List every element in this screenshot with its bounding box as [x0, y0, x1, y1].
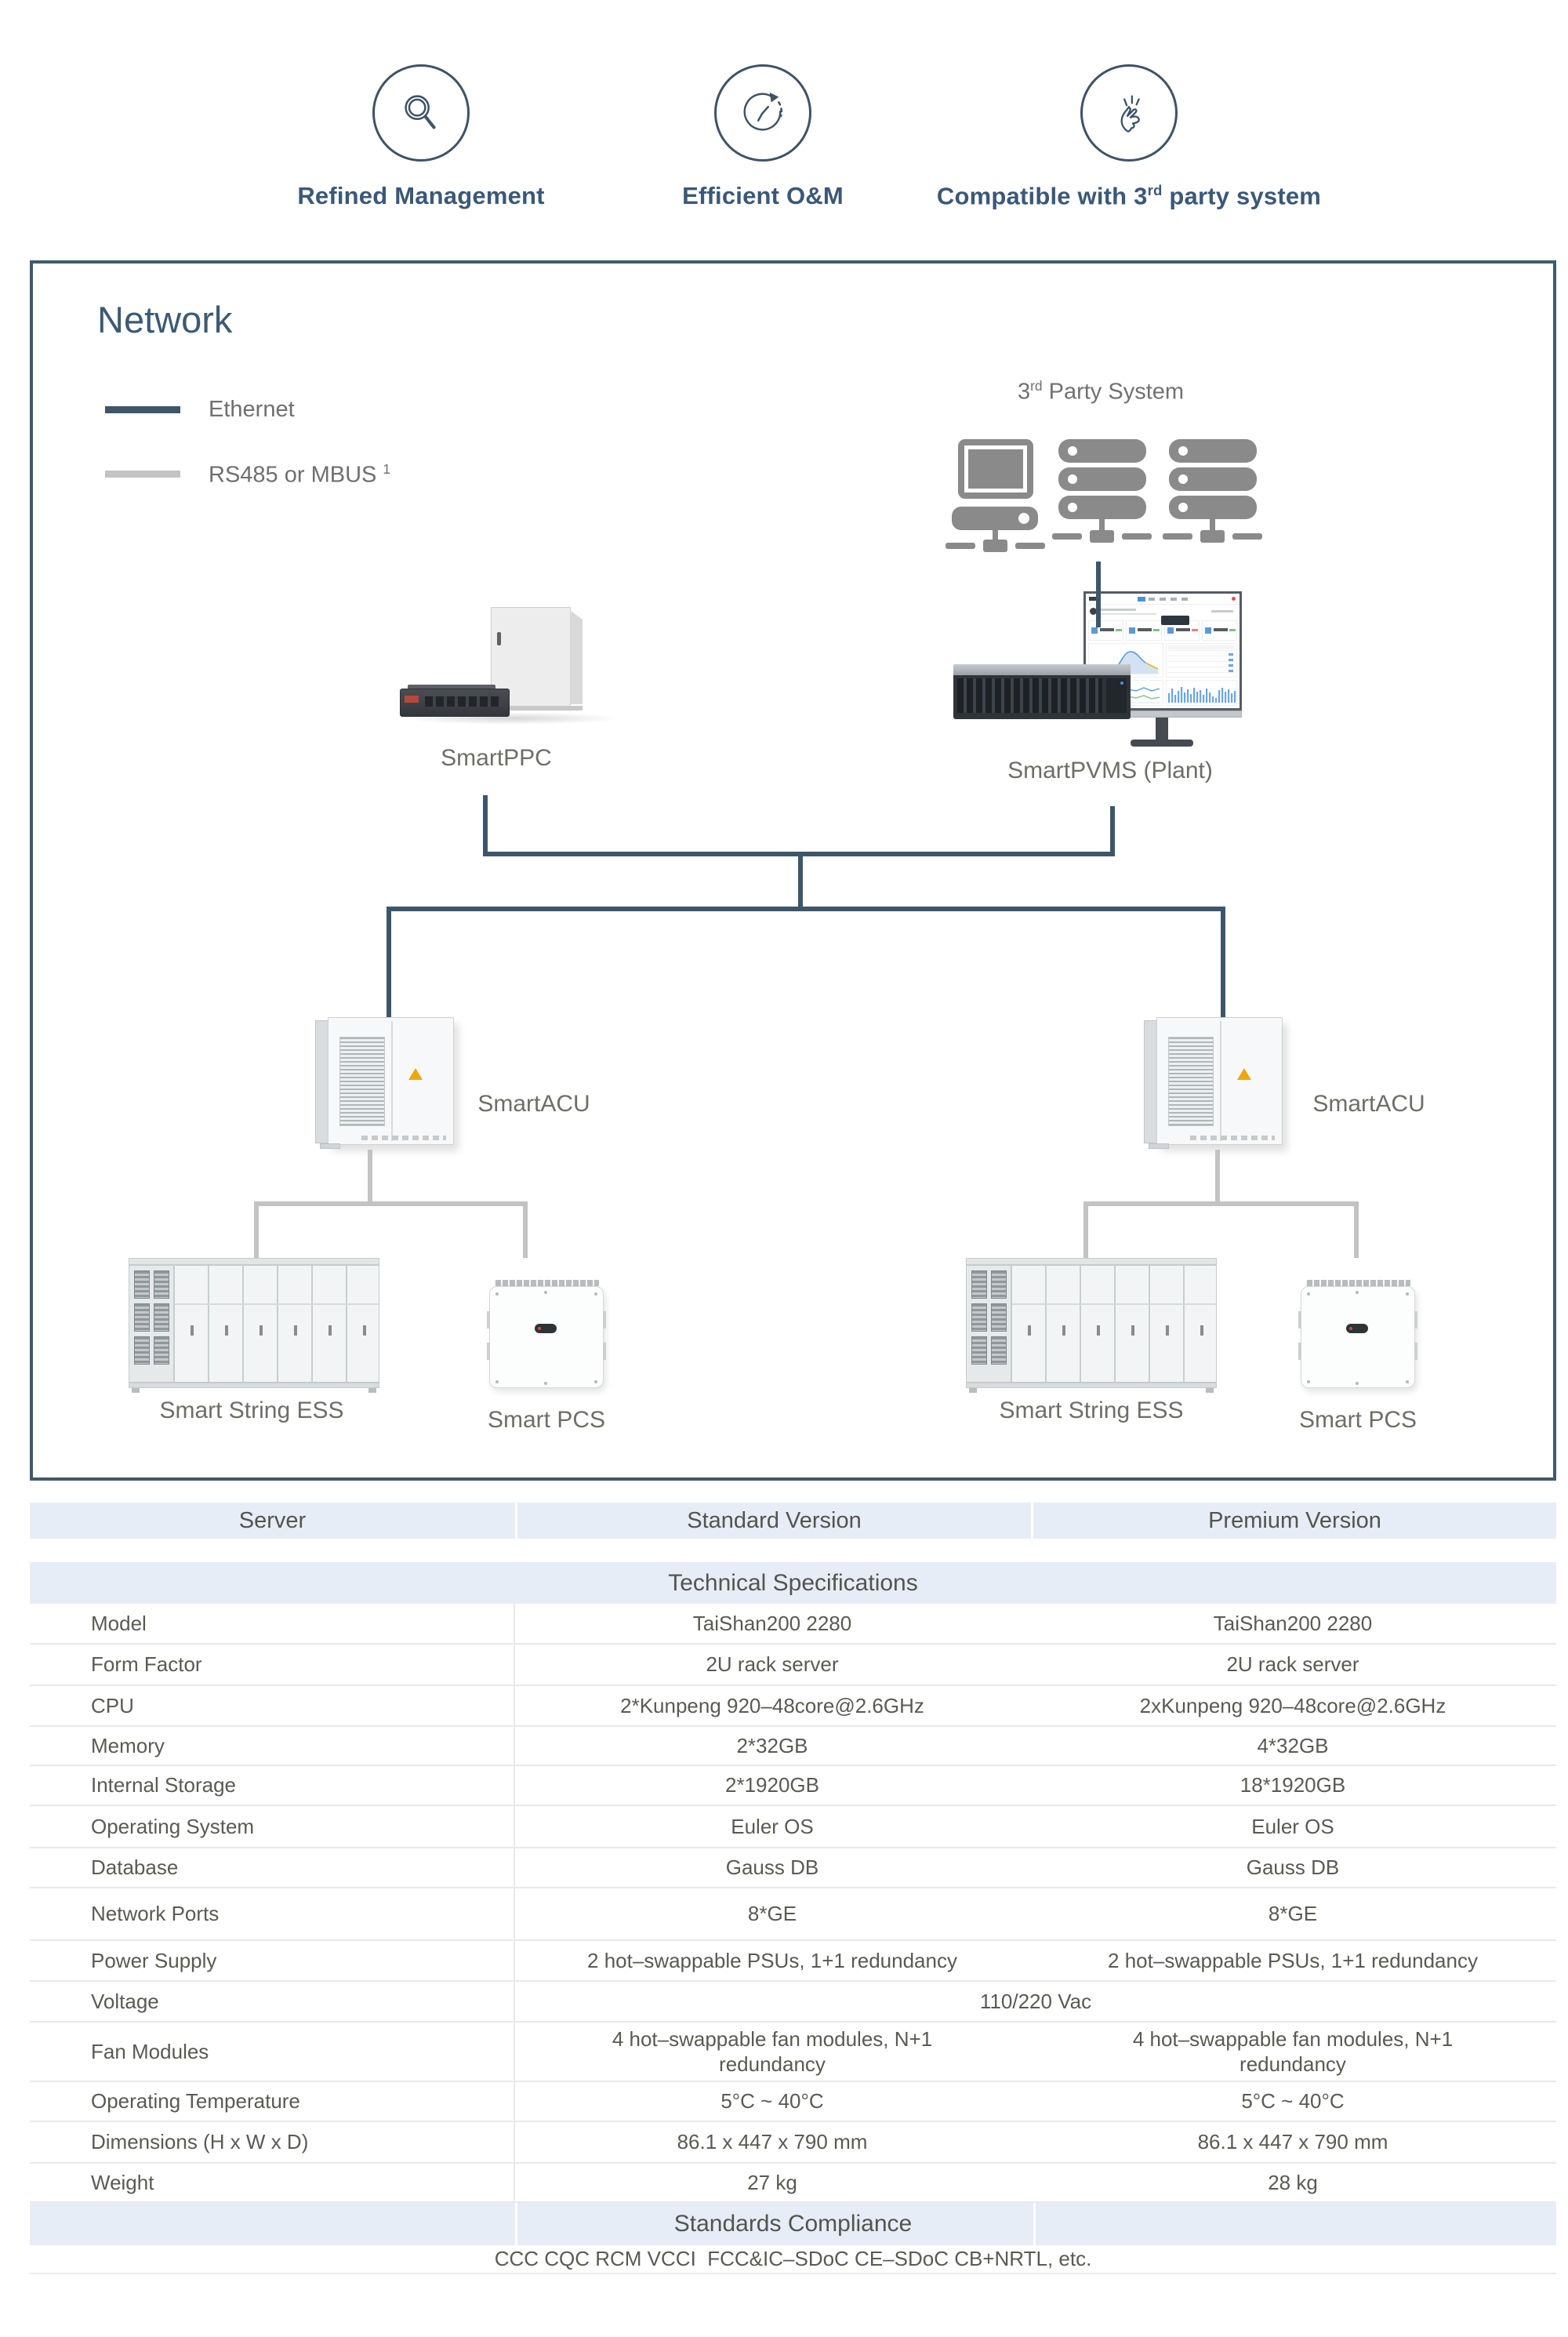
feature-circle [372, 64, 470, 162]
smartacu-right-label: SmartACU [1312, 1091, 1425, 1117]
smartppc-label: SmartPPC [441, 745, 552, 771]
section-standards-compliance: Standards Compliance [30, 2203, 1556, 2245]
table-row [30, 1727, 1556, 1766]
row-label: CPU [30, 1686, 515, 1725]
standard-value: 2*32GB [736, 1733, 808, 1757]
server-stack-icon [1163, 439, 1262, 543]
ethernet-line [1221, 907, 1225, 1017]
table-row [30, 1686, 1556, 1727]
table-row [30, 2082, 1556, 2122]
rs485-line [1354, 1201, 1359, 1258]
table-row [30, 1766, 1556, 1806]
standard-value: Euler OS [731, 1814, 814, 1838]
rs485-line [523, 1201, 528, 1258]
table-row [30, 1645, 1556, 1686]
ethernet-line [798, 852, 803, 911]
feature-compatible [894, 64, 1364, 210]
premium-value: Gauss DB [1246, 1855, 1340, 1879]
row-label: Operating System [30, 1806, 515, 1847]
table-row [30, 1848, 1556, 1888]
rs485-line [254, 1201, 528, 1206]
ethernet-line-server-to-pvms [1096, 562, 1101, 627]
snap-fingers-icon [1105, 89, 1153, 137]
standard-value: Gauss DB [725, 1855, 819, 1879]
smartacu-right-device [1144, 1017, 1283, 1150]
rs485-line [1215, 1150, 1220, 1206]
rs485-line [368, 1150, 372, 1206]
ethernet-line [387, 907, 1225, 911]
row-label: Dimensions (H x W x D) [30, 2122, 515, 2162]
standard-value: 4 hot–swappable fan modules, N+1 redundancy [612, 2026, 933, 2076]
smartpvms-server [953, 664, 1131, 719]
ess-right-label: Smart String ESS [999, 1397, 1184, 1423]
rs485-line [1083, 1201, 1359, 1206]
third-party-icons [905, 434, 1273, 568]
premium-value: 28 kg [1268, 2170, 1318, 2194]
row-label: Model [30, 1604, 515, 1643]
premium-value: 5°C ~ 40°C [1241, 2089, 1345, 2113]
legend-rs485-line [105, 471, 180, 478]
col-header-server: Server [30, 1503, 515, 1539]
table-row [30, 2122, 1556, 2164]
standard-value: 2*1920GB [725, 1773, 819, 1797]
section-technical-specifications: Technical Specifications [30, 1562, 1556, 1604]
row-label: Internal Storage [30, 1766, 515, 1805]
ess-right-device [966, 1258, 1217, 1393]
premium-value: 4 hot–swappable fan modules, N+1 redundancy [1132, 2026, 1454, 2076]
mini-table [1166, 643, 1237, 678]
network-title: Network [97, 299, 233, 340]
row-label: Voltage [30, 1982, 515, 2021]
magnifier-icon [397, 89, 445, 137]
ethernet-line [483, 795, 488, 856]
feature-label: Compatible with 3rd party system [936, 182, 1322, 210]
standard-value: 27 kg [747, 2170, 797, 2194]
om-clock-icon [739, 89, 787, 137]
premium-value: 8*GE [1268, 1902, 1318, 1925]
spec-table [30, 1503, 1556, 2274]
col-header-standard: Standard Version [517, 1503, 1031, 1539]
rs485-line [1083, 1201, 1088, 1258]
ess-left-device [129, 1258, 379, 1393]
premium-value: 18*1920GB [1240, 1773, 1346, 1797]
server-stack-icon [1052, 439, 1152, 543]
row-label: Network Ports [30, 1888, 515, 1939]
premium-value: Euler OS [1251, 1814, 1334, 1838]
computer-icon [946, 439, 1045, 552]
standard-value: TaiShan200 2280 [692, 1611, 852, 1635]
standard-value: 8*GE [747, 1902, 797, 1925]
warning-triangle-icon [1237, 1068, 1251, 1080]
premium-value: 4*32GB [1257, 1733, 1329, 1757]
pcs-right-label: Smart PCS [1298, 1407, 1417, 1433]
standard-value: 2U rack server [706, 1652, 839, 1676]
ess-left-label: Smart String ESS [159, 1397, 344, 1423]
feature-refined-management [264, 64, 578, 210]
mini-bar-chart [1166, 680, 1237, 706]
feature-label: Efficient O&M [682, 182, 844, 209]
compliance-list: CCC CQC RCM VCCI FCC&IC–SDoC CE–SDoC CB+NRTL, etc. [30, 2245, 1556, 2274]
warning-triangle-icon [408, 1068, 423, 1080]
row-label: Power Supply [30, 1941, 515, 1980]
row-label: Operating Temperature [30, 2082, 515, 2121]
network-diagram-panel [30, 260, 1556, 1481]
standard-value: 2 hot–swappable PSUs, 1+1 redundancy [587, 1948, 957, 1972]
standard-value: 2*Kunpeng 920–48core@2.6GHz [620, 1693, 924, 1717]
premium-value: TaiShan200 2280 [1213, 1611, 1373, 1635]
smartacu-left-label: SmartACU [477, 1091, 590, 1117]
table-row [30, 1941, 1556, 1982]
ethernet-line [387, 907, 391, 1017]
legend-ethernet-line [105, 406, 180, 413]
table-row [30, 1806, 1556, 1848]
table-row [30, 1604, 1556, 1645]
legend-rs485-label: RS485 or MBUS $^1$ [209, 461, 391, 488]
rs485-line [254, 1201, 259, 1258]
table-row [30, 1888, 1556, 1941]
feature-circle [714, 64, 811, 162]
premium-value: 86.1 x 447 x 790 mm [1197, 2130, 1388, 2153]
feature-efficient-om [606, 64, 920, 210]
row-label: Fan Modules [30, 2023, 515, 2081]
merged-value: 110/220 Vac [979, 1989, 1092, 2013]
third-party-system-label: 3rd Party System [1017, 378, 1185, 405]
pcs-right-device [1301, 1280, 1415, 1393]
smartacu-left-device [315, 1017, 454, 1150]
pcs-left-label: Smart PCS [487, 1407, 606, 1433]
legend-ethernet-label: Ethernet [209, 397, 295, 422]
premium-value: 2xKunpeng 920–48core@2.6GHz [1139, 1693, 1446, 1717]
col-header-premium: Premium Version [1033, 1503, 1556, 1539]
row-label: Weight [30, 2164, 515, 2201]
table-row [30, 2164, 1556, 2203]
standard-value: 86.1 x 447 x 790 mm [677, 2130, 868, 2153]
pcs-left-device [489, 1280, 604, 1393]
row-label: Form Factor [30, 1645, 515, 1685]
row-label: Database [30, 1848, 515, 1887]
table-header-row [30, 1503, 1556, 1539]
premium-value: 2U rack server [1226, 1652, 1359, 1676]
table-row [30, 2023, 1556, 2082]
feature-label: Refined Management [297, 182, 545, 209]
feature-circle [1080, 64, 1178, 162]
premium-value: 2 hot–swappable PSUs, 1+1 redundancy [1108, 1948, 1478, 1972]
row-label: Memory [30, 1727, 515, 1765]
standard-value: 5°C ~ 40°C [720, 2089, 824, 2113]
table-row-voltage [30, 1982, 1556, 2023]
ethernet-line [1110, 806, 1115, 856]
smartpvms-label: SmartPVMS (Plant) [1007, 758, 1213, 783]
